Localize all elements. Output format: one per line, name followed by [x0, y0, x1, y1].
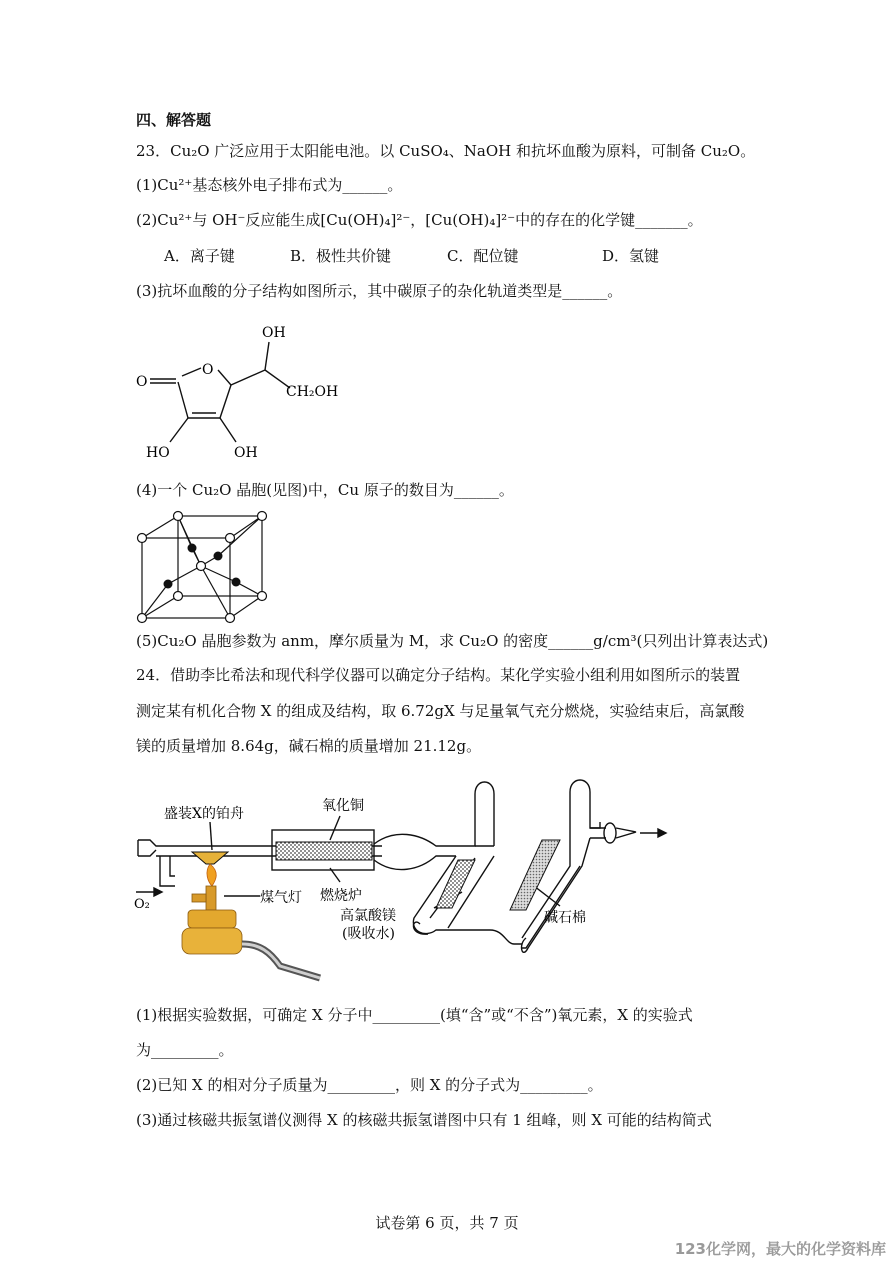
cu2o-unit-cell [134, 508, 274, 624]
q23-part5: (5)Cu₂O 晶胞参数为 anm，摩尔质量为 M，求 Cu₂O 的密度______g/cm³(只列出计算表达式) [136, 632, 769, 650]
label-cuo: 氧化铜 [322, 798, 364, 814]
label-ho-left: HO [146, 445, 170, 461]
q24-part1a: (1)根据实验数据，可确定 X 分子中_________(填“含”或“不含”)氧元素，X 的实验式 [136, 1006, 693, 1024]
q24-part2: (2)已知 X 的相对分子质量为_________，则 X 的分子式为_________。 [136, 1076, 603, 1094]
label-o-ring: O [202, 362, 214, 378]
label-o-keto: O [136, 374, 148, 390]
label-furnace: 燃烧炉 [320, 888, 362, 904]
label-ch2oh: CH₂OH [286, 384, 339, 400]
section-heading: 四、解答题 [136, 111, 212, 129]
q24-part3: (3)通过核磁共振氢谱仪测得 X 的核磁共振氢谱图中只有 1 组峰，则 X 可能的结构简式 [136, 1111, 712, 1129]
label-absorb: (吸收水) [342, 926, 395, 942]
watermark: 123化学网，最大的化学资料库 [674, 1240, 886, 1258]
ascorbic-acid-structure [128, 318, 368, 468]
q23-part3: (3)抗坏血酸的分子结构如图所示，其中碳原子的杂化轨道类型是______。 [136, 282, 623, 300]
label-boat: 盛装X的铂舟 [164, 806, 244, 822]
q24-part1b: 为_________。 [136, 1041, 234, 1059]
q24-line2: 测定某有机化合物 X 的组成及结构，取 6.72gX 与足量氧气充分燃烧，实验结束后，高氯酸 [136, 702, 745, 720]
label-oh-right: OH [234, 445, 258, 461]
option-d: D．氢键 [602, 247, 660, 265]
label-o2: O₂ [134, 897, 150, 912]
page-footer: 试卷第 6 页，共 7 页 [375, 1214, 519, 1232]
q23-stem: 23．Cu₂O 广泛应用于太阳能电池。以 CuSO₄、NaOH 和抗坏血酸为原料，可制备 Cu₂O。 [136, 142, 756, 160]
q23-part4: (4)一个 Cu₂O 晶胞(见图)中，Cu 原子的数目为______。 [136, 481, 514, 499]
label-mgclo4: 高氯酸镁 [340, 908, 396, 924]
label-lamp: 煤气灯 [260, 890, 302, 906]
q24-line3: 镁的质量增加 8.64g，碱石棉的质量增加 21.12g。 [136, 737, 482, 755]
q24-line1: 24．借助李比希法和现代科学仪器可以确定分子结构。某化学实验小组利用如图所示的装置 [136, 666, 741, 684]
option-a: A．离子键 [164, 247, 235, 265]
q23-part2: (2)Cu²⁺与 OH⁻反应能生成[Cu(OH)₄]²⁻，[Cu(OH)₄]²⁻中的存在的化学键_______。 [136, 211, 703, 229]
option-b: B．极性共价键 [290, 247, 392, 265]
combustion-apparatus [130, 768, 690, 986]
q23-part1: (1)Cu²⁺基态核外电子排布式为______。 [136, 176, 403, 194]
option-c: C．配位键 [447, 247, 519, 265]
label-oh-top: OH [262, 325, 286, 341]
label-ascarite: 碱石棉 [544, 910, 586, 926]
